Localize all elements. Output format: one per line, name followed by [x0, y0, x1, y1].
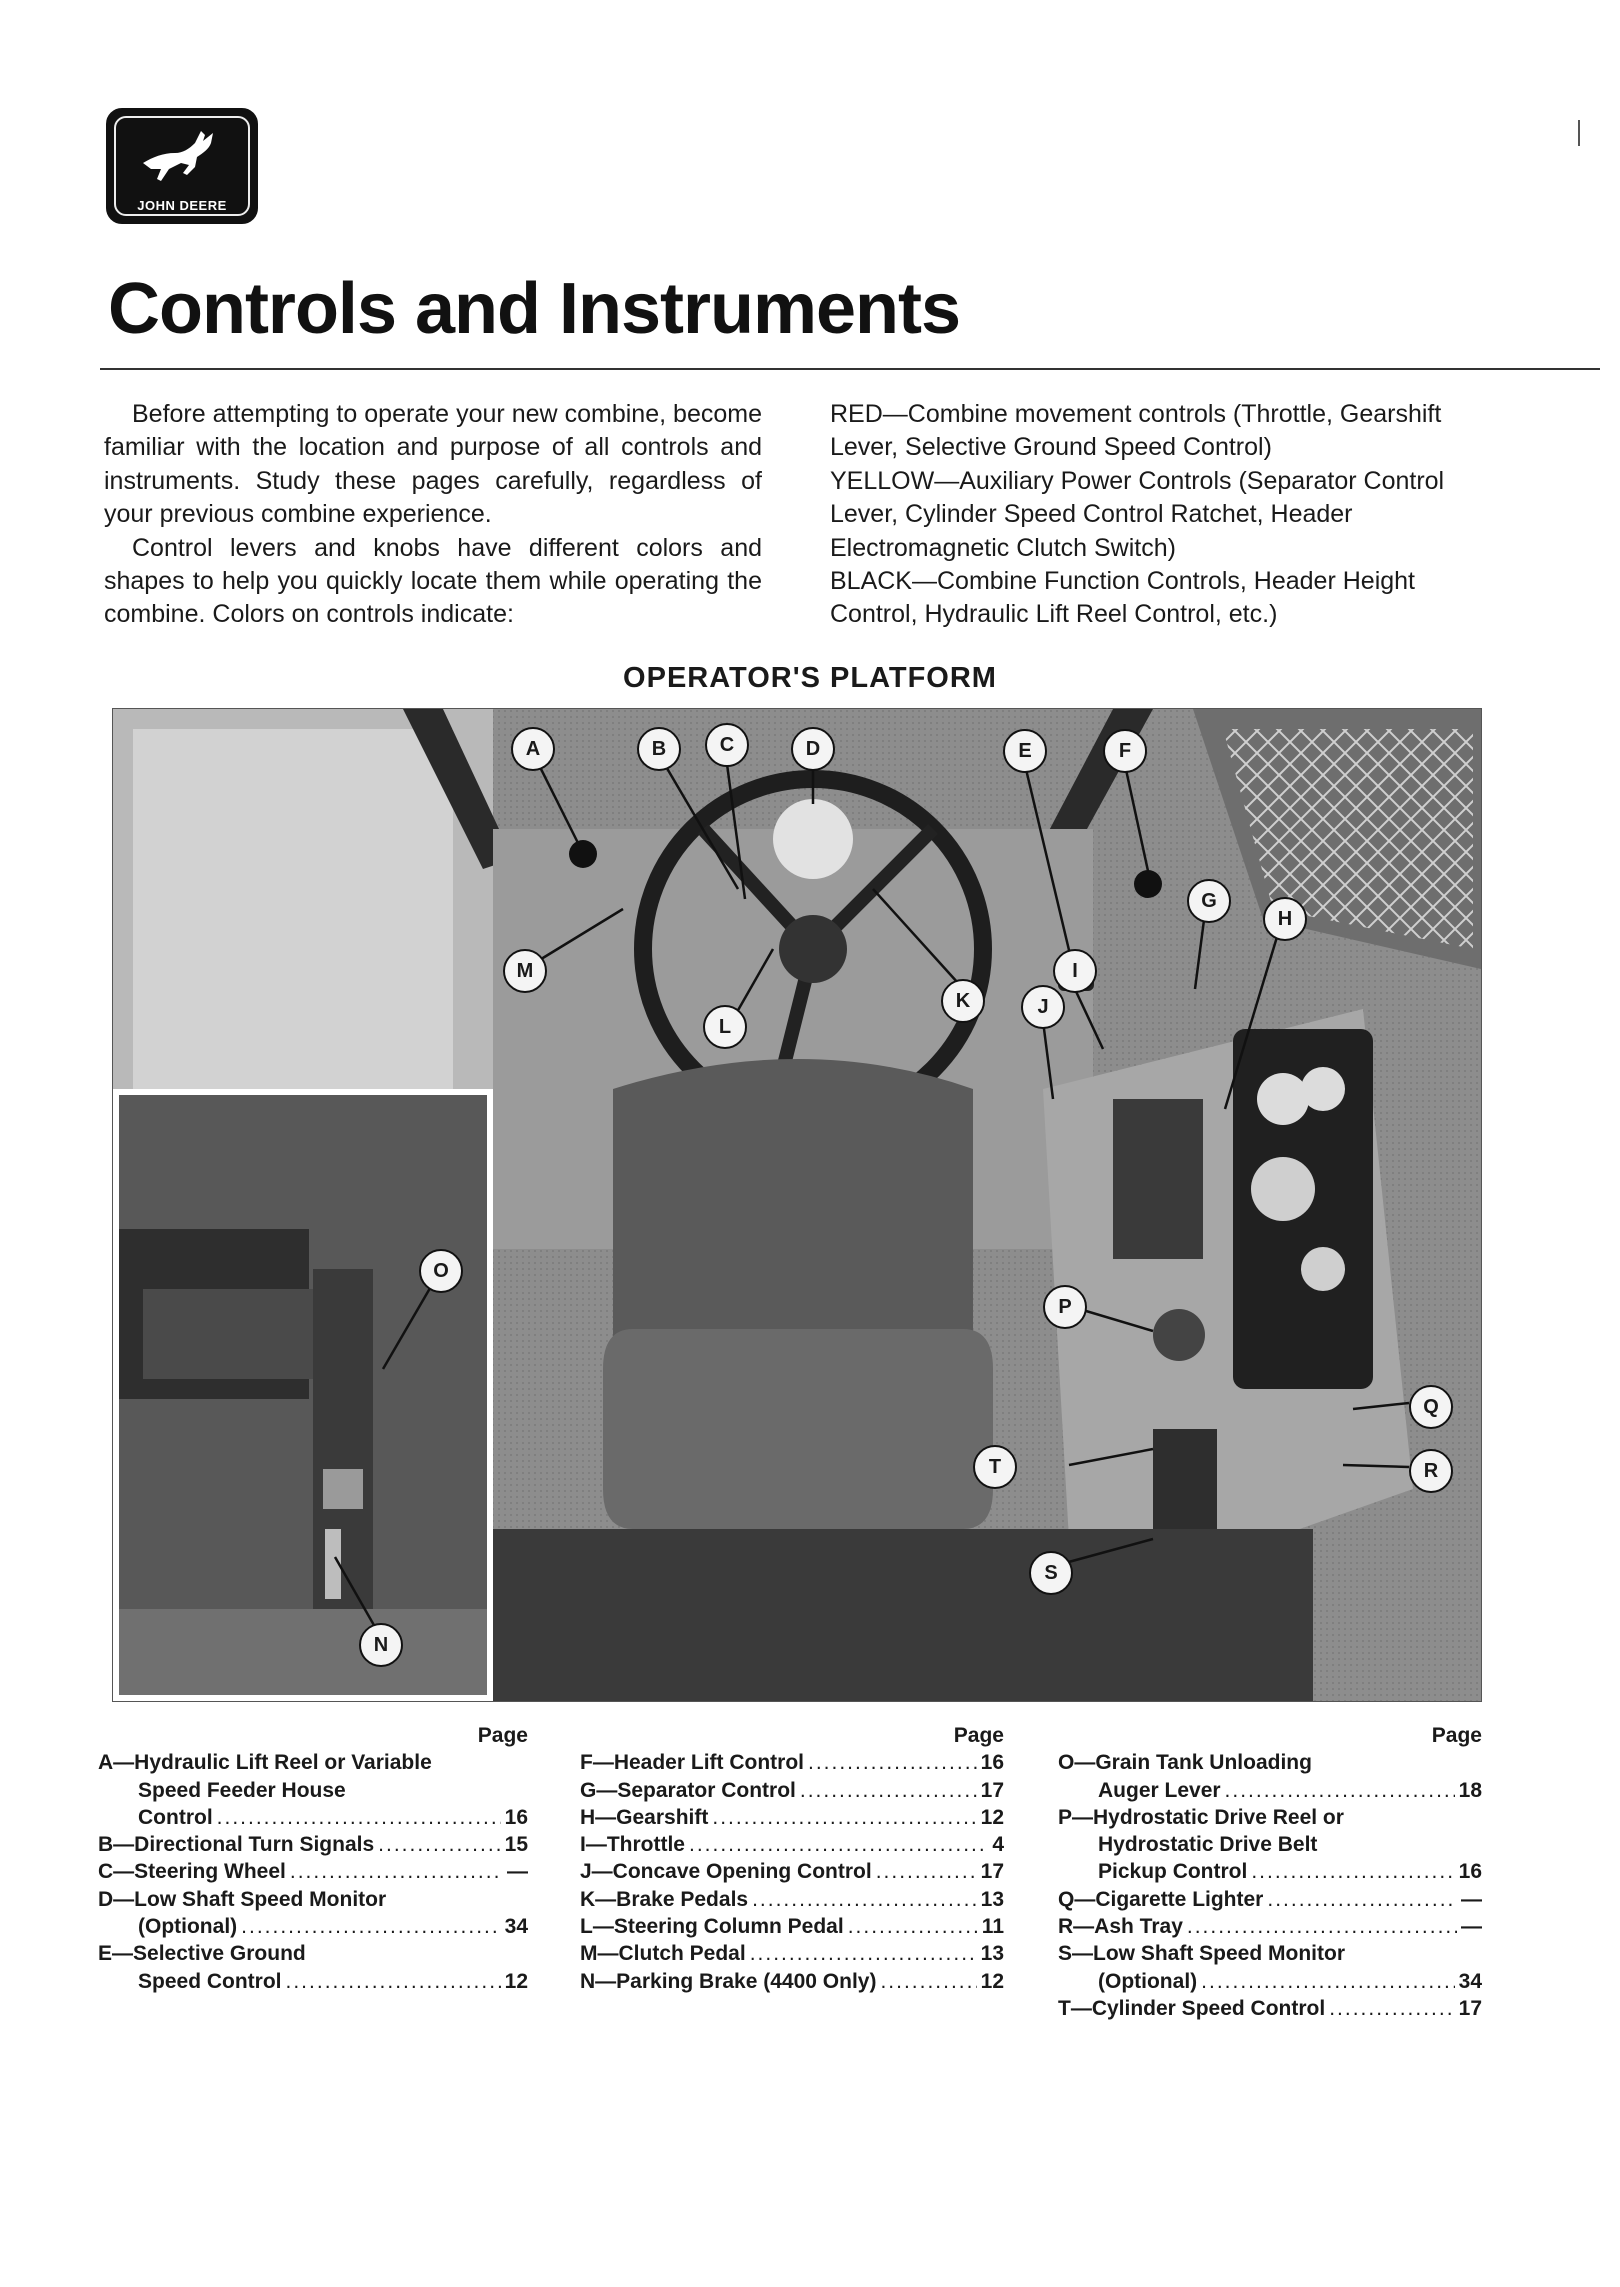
legend-text: B—Directional Turn Signals [98, 1833, 375, 1857]
intro-paragraph-2: Control levers and knobs have different colors and shapes to help you quickly locate them while operating the combine. Colors on controls indicate: [104, 533, 762, 629]
legend-entry-d-cont [98, 1913, 528, 1940]
legend-entry-i [580, 1831, 1004, 1858]
legend-page: 15 [504, 1833, 528, 1857]
leader-dots [286, 1968, 501, 1995]
leader-dots [808, 1749, 977, 1776]
legend-text: M—Clutch Pedal [580, 1942, 746, 1966]
margin-mark [1578, 120, 1580, 146]
callout-r: R [1409, 1449, 1453, 1493]
legend-text: Speed Control [138, 1969, 282, 1993]
legend-text: (Optional) [138, 1915, 238, 1939]
legend-text: H—Gearshift [580, 1805, 709, 1829]
callout-q: Q [1409, 1385, 1453, 1429]
legend-page: 16 [1458, 1860, 1482, 1884]
leader-dots [752, 1886, 977, 1913]
legend-text: C—Steering Wheel [98, 1860, 286, 1884]
legend-page: — [1461, 1915, 1482, 1939]
legend-text: T—Cylinder Speed Control [1058, 1996, 1326, 2020]
legend-entry-a-cont [98, 1777, 528, 1804]
legend-page: 13 [980, 1942, 1004, 1966]
callout-o: O [419, 1249, 463, 1293]
leader-dots [1225, 1777, 1455, 1804]
legend-text: Control [138, 1805, 213, 1829]
legend-text: A—Hydraulic Lift Reel or Variable [98, 1751, 432, 1775]
legend-text: F—Header Lift Control [580, 1751, 804, 1775]
callout-m: M [503, 949, 547, 993]
legend-entry-d [98, 1886, 528, 1913]
title-divider [100, 368, 1600, 370]
legend-page: 12 [504, 1969, 528, 1993]
legend-column-3 [1058, 1722, 1482, 2022]
operator-platform-photo [112, 708, 1482, 1702]
logo-text: JOHN DEERE [137, 198, 227, 213]
callout-n: N [359, 1623, 403, 1667]
leader-dots [1187, 1913, 1457, 1940]
legend-text: Speed Feeder House [138, 1778, 346, 1802]
legend-entry-s-cont [1058, 1968, 1482, 1995]
callout-f: F [1103, 729, 1147, 773]
legend-text: Pickup Control [1098, 1860, 1248, 1884]
leader-dots [1201, 1968, 1454, 1995]
legend-text: S—Low Shaft Speed Monitor [1058, 1942, 1345, 1966]
legend-page: 16 [504, 1805, 528, 1829]
legend-text: P—Hydrostatic Drive Reel or [1058, 1805, 1344, 1829]
legend-entry-j [580, 1858, 1004, 1885]
legend-text: Q—Cigarette Lighter [1058, 1887, 1264, 1911]
legend-text: G—Separator Control [580, 1778, 796, 1802]
legend-entry-e [98, 1940, 528, 1967]
legend-text: D—Low Shaft Speed Monitor [98, 1887, 387, 1911]
legend-entry-l [580, 1913, 1004, 1940]
leader-dots [290, 1858, 503, 1885]
leaping-deer-icon [139, 123, 225, 185]
figure-title: OPERATOR'S PLATFORM [623, 662, 997, 694]
color-yellow-description: YELLOW—Auxiliary Power Controls (Separator Control Lever, Cylinder Speed Control Ratchet, Header Electromagnetic Clutch Switch) [830, 466, 1445, 562]
leader-dots [712, 1804, 976, 1831]
leader-dots [848, 1913, 978, 1940]
legend-entry-f [580, 1749, 1004, 1776]
page-column-header: Page [953, 1724, 1004, 1747]
callout-t: T [973, 1445, 1017, 1489]
legend-page: 16 [980, 1751, 1004, 1775]
legend-text: R—Ash Tray [1058, 1915, 1183, 1939]
callout-b: B [637, 727, 681, 771]
callout-k: K [941, 979, 985, 1023]
legend-page: 18 [1458, 1778, 1482, 1802]
legend-column-2 [580, 1722, 1004, 1995]
leader-dots [880, 1968, 976, 1995]
callout-s: S [1029, 1551, 1073, 1595]
legend-column-1 [98, 1722, 528, 1995]
leader-dots [750, 1940, 977, 1967]
legend-page: 17 [980, 1860, 1004, 1884]
leader-dots [876, 1858, 977, 1885]
legend-entry-b [98, 1831, 528, 1858]
leader-dots [800, 1777, 977, 1804]
legend-page: 12 [980, 1805, 1004, 1829]
intro-paragraph-1: Before attempting to operate your new combine, become familiar with the location and purpose of all controls and instruments. Study these pages carefully, regardless of your previous combine experience. [104, 400, 762, 529]
legend-entry-o-cont [1058, 1777, 1482, 1804]
legend-entry-a [98, 1749, 528, 1776]
callout-c: C [705, 723, 749, 767]
leader-dots [1329, 1995, 1454, 2022]
callout-d: D [791, 727, 835, 771]
legend-entry-s [1058, 1940, 1482, 1967]
legend-entry-a-cont [98, 1804, 528, 1831]
john-deere-logo [106, 108, 258, 224]
legend-text: Auger Lever [1098, 1778, 1221, 1802]
legend-text: I—Throttle [580, 1833, 685, 1857]
page-column-header: Page [1431, 1724, 1482, 1747]
leader-dots [217, 1804, 501, 1831]
legend-entry-p [1058, 1804, 1482, 1831]
leader-dots [241, 1913, 500, 1940]
page-title: Controls and Instruments [108, 269, 961, 349]
legend-text: L—Steering Column Pedal [580, 1915, 844, 1939]
callout-h: H [1263, 897, 1307, 941]
legend-text: K—Brake Pedals [580, 1887, 749, 1911]
legend-text: (Optional) [1098, 1969, 1198, 1993]
legend-entry-g [580, 1777, 1004, 1804]
legend-entry-h [580, 1804, 1004, 1831]
legend-page: 13 [980, 1887, 1004, 1911]
legend-page: — [1461, 1887, 1482, 1911]
legend-text: O—Grain Tank Unloading [1058, 1751, 1312, 1775]
legend-text: E—Selective Ground [98, 1942, 306, 1966]
callout-l: L [703, 1005, 747, 1049]
leader-dots [689, 1831, 988, 1858]
legend-entry-k [580, 1886, 1004, 1913]
color-red-description: RED—Combine movement controls (Throttle, Gearshift Lever, Selective Ground Speed Control) [830, 400, 1442, 462]
legend-page: 11 [981, 1915, 1004, 1939]
legend-page: 12 [980, 1969, 1004, 1993]
legend-entry-m [580, 1940, 1004, 1967]
callout-i: I [1053, 949, 1097, 993]
callout-p: P [1043, 1285, 1087, 1329]
legend-page: 4 [992, 1833, 1004, 1857]
intro-left-column [104, 398, 762, 632]
legend-text: J—Concave Opening Control [580, 1860, 872, 1884]
legend-entry-c [98, 1858, 528, 1885]
color-black-description: BLACK—Combine Function Controls, Header Height Control, Hydraulic Lift Reel Control, etc.) [830, 567, 1415, 629]
legend-page: 17 [980, 1778, 1004, 1802]
legend-page: 17 [1458, 1996, 1482, 2020]
leader-dots [378, 1831, 500, 1858]
callout-a: A [511, 727, 555, 771]
page-column-header: Page [477, 1724, 528, 1747]
legend-entry-r [1058, 1913, 1482, 1940]
legend-entry-o [1058, 1749, 1482, 1776]
platform-illustration [113, 709, 1481, 1701]
legend-text: N—Parking Brake (4400 Only) [580, 1969, 877, 1993]
legend-entry-q [1058, 1886, 1482, 1913]
legend-entry-e-cont [98, 1968, 528, 1995]
callout-j: J [1021, 985, 1065, 1029]
legend-entry-p-cont [1058, 1831, 1482, 1858]
legend-entry-t [1058, 1995, 1482, 2022]
leader-dots [1267, 1886, 1457, 1913]
legend-page: — [507, 1860, 528, 1884]
legend-entry-n [580, 1968, 1004, 1995]
callout-e: E [1003, 729, 1047, 773]
leader-dots [1251, 1858, 1454, 1885]
legend-page: 34 [1458, 1969, 1482, 1993]
intro-right-column [830, 398, 1490, 632]
legend-page: 34 [504, 1915, 528, 1939]
callout-g: G [1187, 879, 1231, 923]
legend-text: Hydrostatic Drive Belt [1098, 1833, 1318, 1857]
legend-entry-p-cont [1058, 1858, 1482, 1885]
